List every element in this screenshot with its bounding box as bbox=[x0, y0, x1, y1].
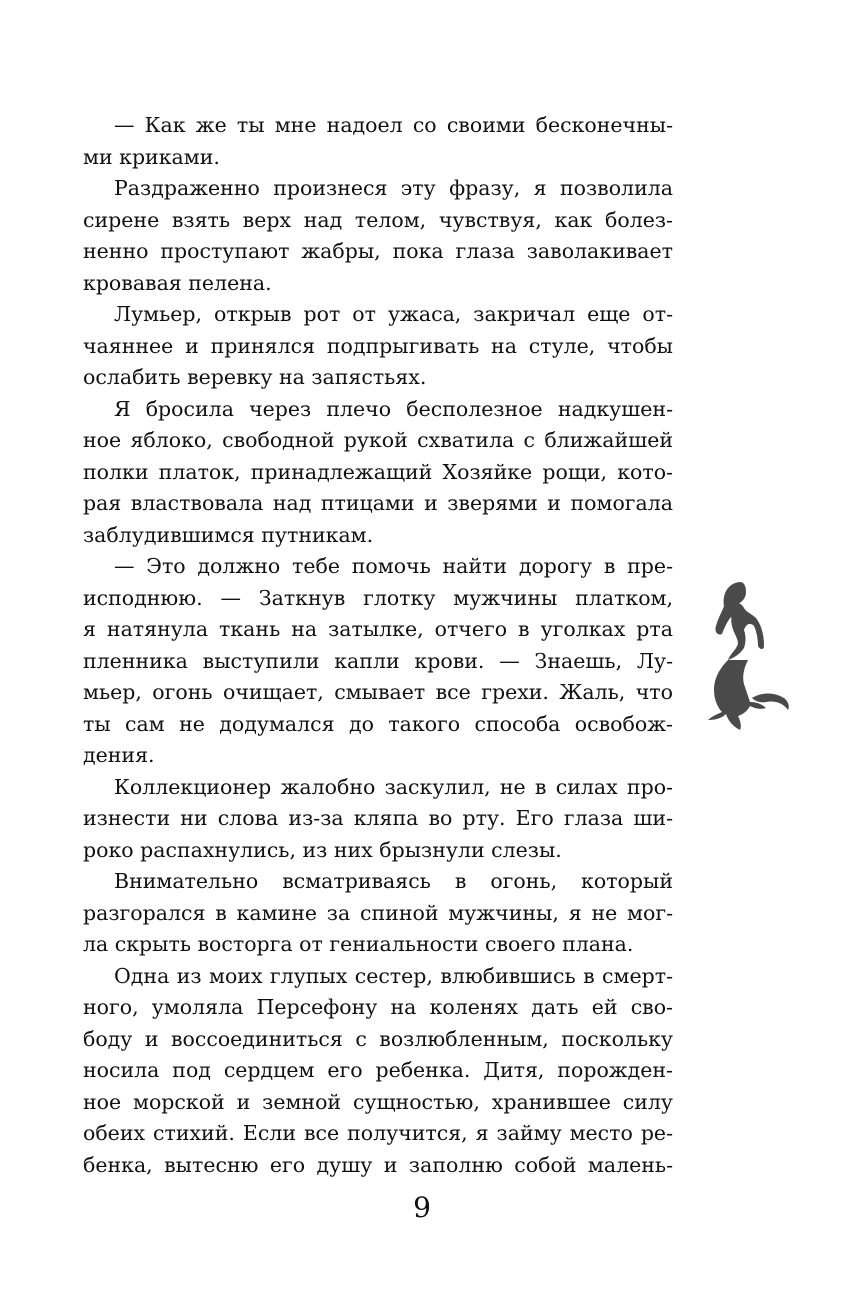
text-line: ми криками. bbox=[83, 144, 220, 169]
text-line: дения. bbox=[83, 743, 155, 767]
text-line: ты сам не додумался до такого способа освобож- bbox=[83, 711, 673, 736]
mermaid-silhouette-shape bbox=[708, 582, 789, 730]
text-line: кровавая пелена. bbox=[83, 270, 272, 295]
text-line: — Это должно тебе помочь найти дорогу в пре- bbox=[114, 554, 673, 578]
page-number: 9 bbox=[413, 1191, 431, 1224]
text-line: полки платок, принадлежащий Хозяйке рощи, кото- bbox=[83, 459, 673, 484]
text-line: ное яблоко, свободной рукой схватила с ближайшей bbox=[83, 428, 673, 452]
text-line: исподнюю. — Заткнув глотку мужчины платком, bbox=[83, 585, 673, 610]
text-line: разгорался в камине за спиной мужчины, я не мог- bbox=[83, 900, 673, 925]
text-line: Коллекционер жалобно заскулил, не в силах про- bbox=[114, 774, 673, 799]
text-line: бенка, вытесню его душу и заполню собой малень- bbox=[83, 1152, 673, 1177]
text-line: сирене взять верх над телом, чувствуя, как болез- bbox=[83, 207, 673, 232]
text-line: ослабить веревку на запястьях. bbox=[83, 365, 427, 389]
text-line: заблудившимся путникам. bbox=[83, 522, 374, 547]
text-line: Я бросила через плечо бесполезное надкушен- bbox=[114, 396, 673, 421]
text-line: ное морской и земной сущностью, хранившее силу bbox=[83, 1089, 673, 1114]
text-line: роко распахнулись, из них брызнули слезы. bbox=[83, 837, 562, 862]
mermaid-silhouette-icon bbox=[692, 580, 802, 735]
text-line: боду и воссоединиться с возлюбленным, поскольку bbox=[83, 1026, 673, 1051]
text-line: носила под сердцем его ребенка. Дитя, порожден- bbox=[83, 1058, 673, 1082]
text-line: рая властвовала над птицами и зверями и помогала bbox=[83, 491, 673, 515]
text-line: — Как же ты мне надоел со своими бесконечны- bbox=[114, 113, 673, 137]
text-line: пленника выступили капли крови. — Знаешь, Лу- bbox=[83, 648, 673, 673]
text-line: мьер, огонь очищает, смывает все грехи. Жаль, что bbox=[83, 680, 673, 704]
text-line: Одна из моих глупых сестер, влюбившись в смерт- bbox=[114, 963, 673, 988]
text-line: ла скрыть восторга от гениальности своего плана. bbox=[83, 932, 634, 956]
text-line: обеих стихий. Если все получится, я займу место ре- bbox=[83, 1121, 673, 1145]
text-line: Лумьер, открыв рот от ужаса, закричал еще от- bbox=[114, 302, 673, 326]
text-line: Раздраженно произнеся эту фразу, я позволила bbox=[114, 176, 673, 200]
text-line: ного, умоляла Персефону на коленях дать ей сво- bbox=[83, 995, 673, 1019]
body-text bbox=[83, 110, 673, 1181]
text-line: изнести ни слова из-за кляпа во рту. Его глаза ши- bbox=[83, 806, 673, 830]
text-line: я натянула ткань на затылке, отчего в уголках рта bbox=[83, 617, 673, 641]
text-line: ненно проступают жабры, пока глаза заволакивает bbox=[83, 239, 673, 263]
text-line: Внимательно всматриваясь в огонь, который bbox=[114, 869, 673, 893]
text-line: чаяннее и принялся подпрыгивать на стуле, чтобы bbox=[83, 333, 673, 358]
